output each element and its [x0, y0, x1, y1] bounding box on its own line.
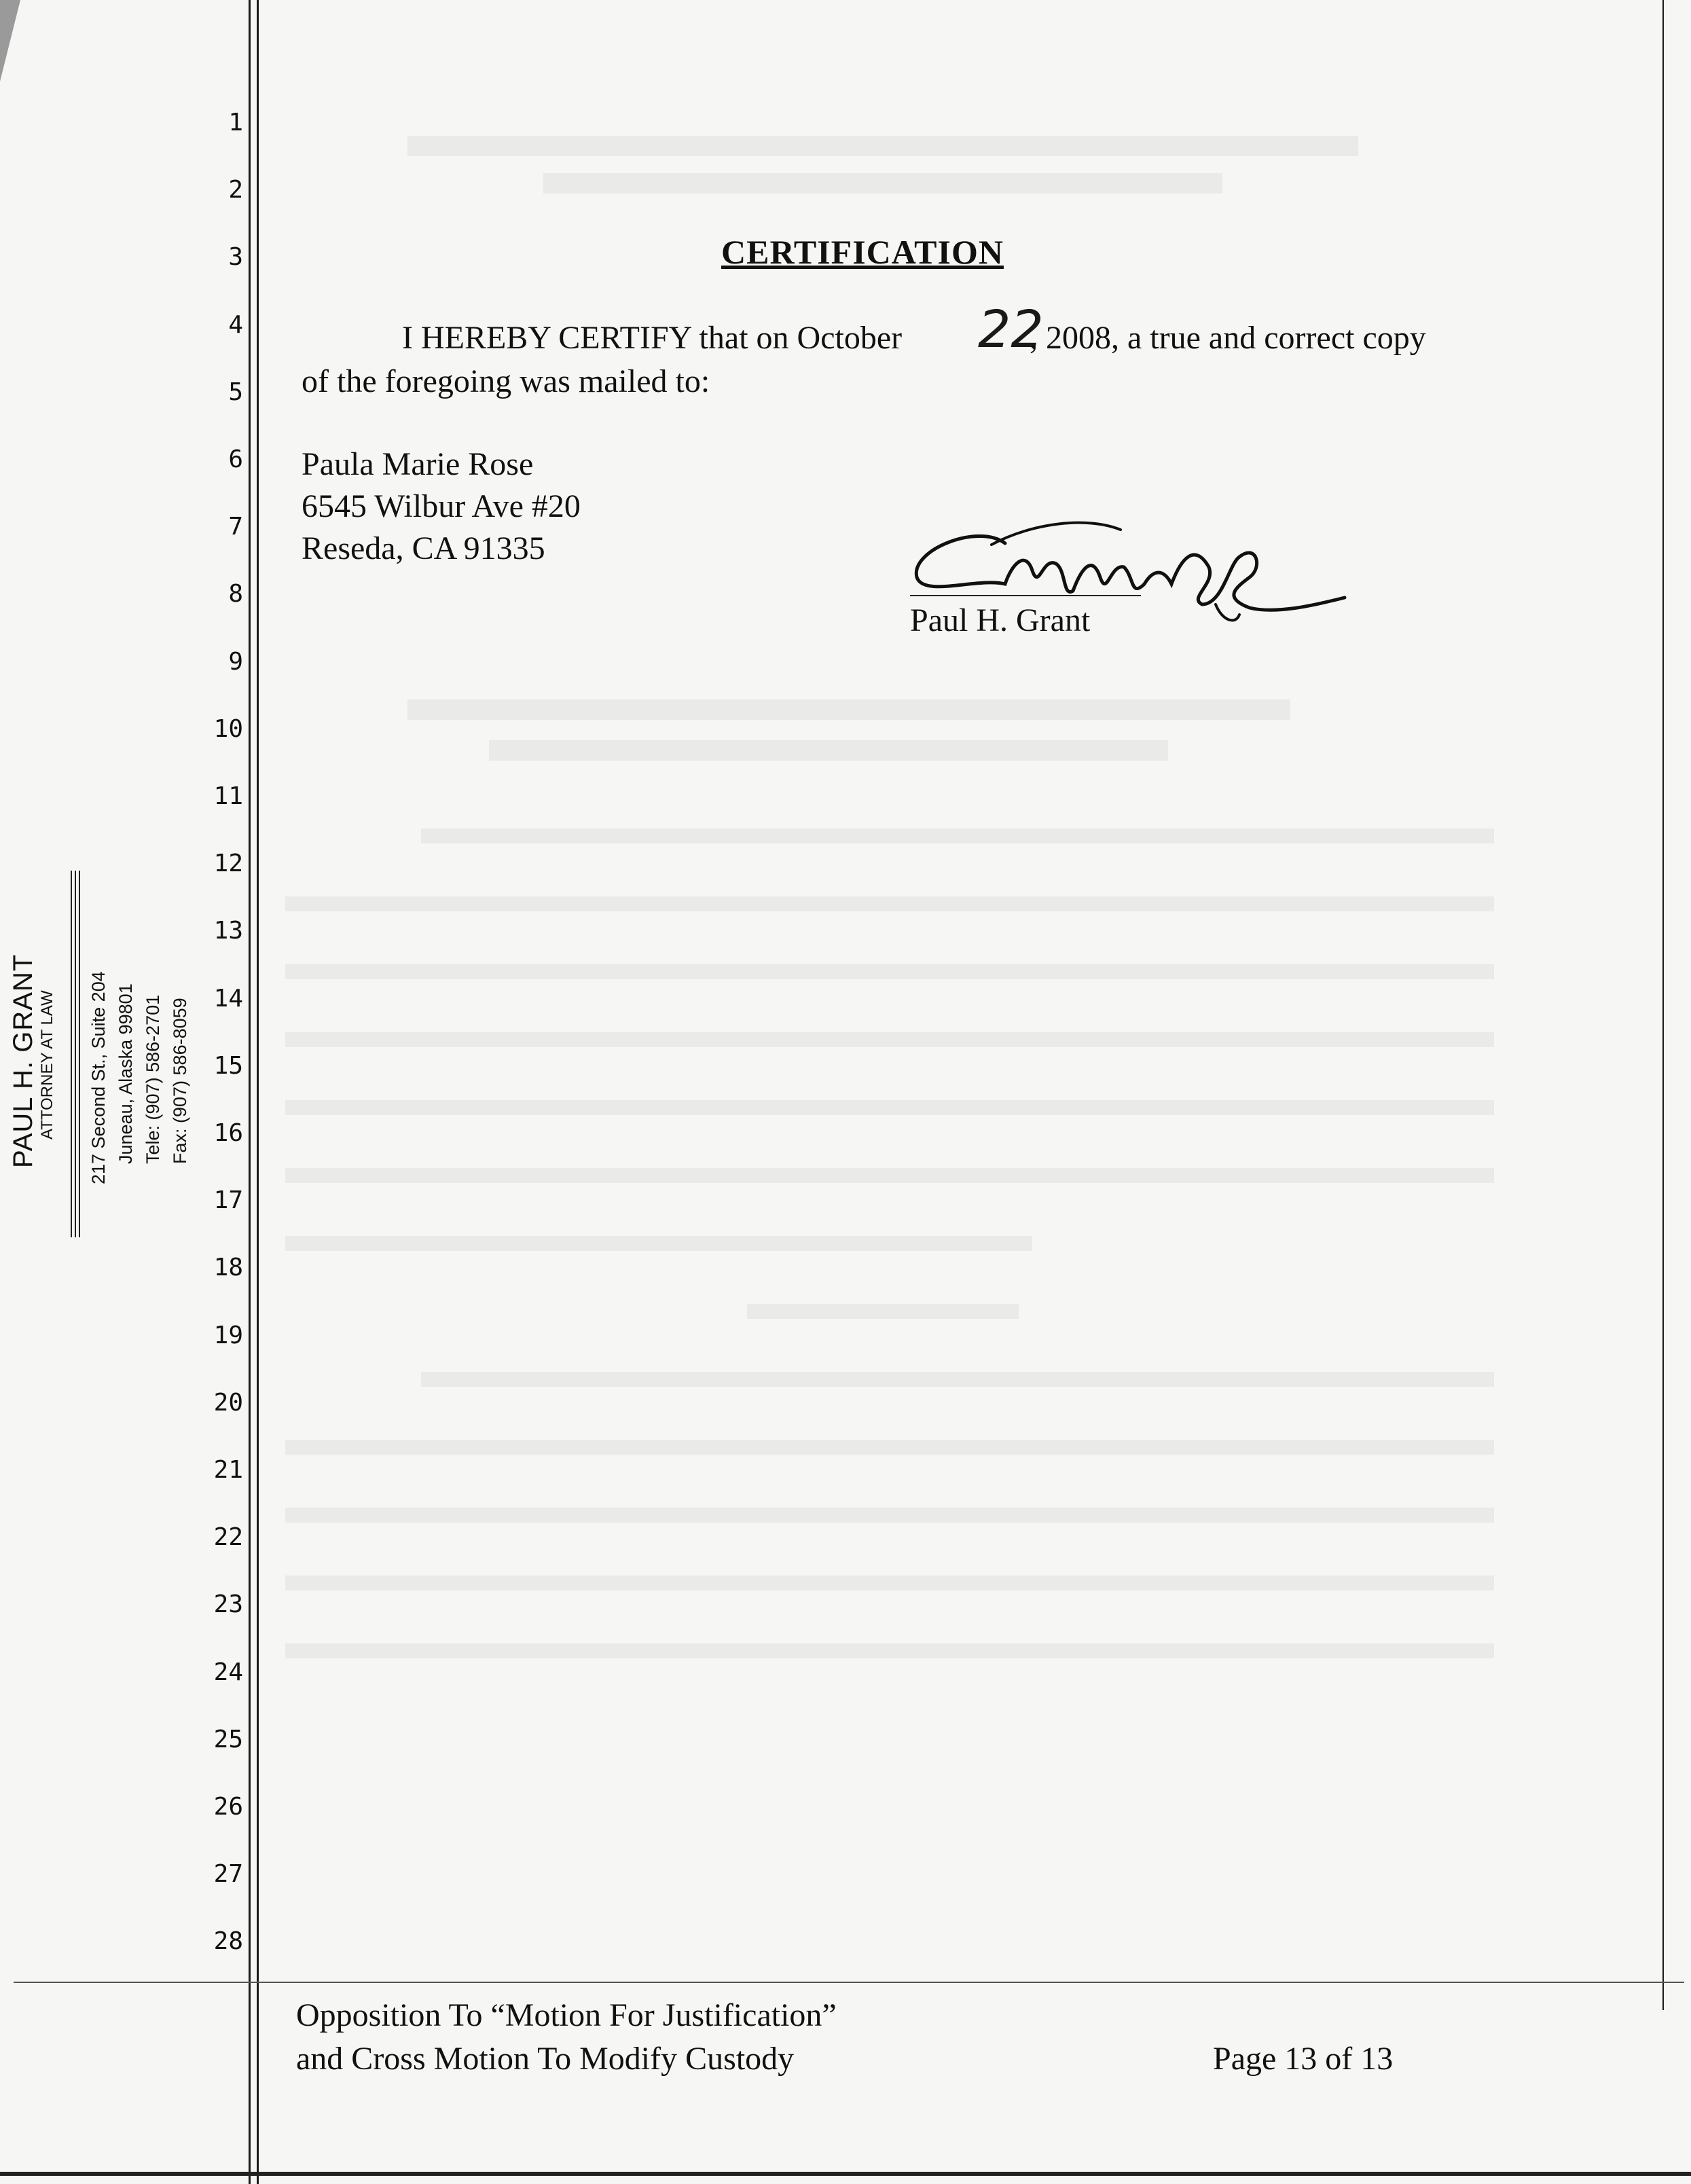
sidebar-rule-2	[75, 871, 76, 1237]
certification-heading: CERTIFICATION	[721, 233, 1004, 271]
recipient-street: 6545 Wilbur Ave #20	[302, 488, 581, 524]
firm-title: ATTORNEY AT LAW	[38, 990, 56, 1140]
folded-corner	[0, 0, 20, 81]
line-number: 6	[228, 445, 243, 473]
signature-line	[910, 595, 1141, 596]
footer-title-line2: and Cross Motion To Modify Custody	[296, 2041, 795, 2077]
handwritten-date	[978, 299, 1044, 359]
line-number: 14	[213, 984, 243, 1013]
footer-rule-top	[14, 1982, 1684, 1983]
signer-name: Paul H. Grant	[910, 602, 1091, 638]
line-number: 17	[213, 1186, 243, 1215]
recipient-name: Paula Marie Rose	[302, 446, 534, 482]
line-number: 12	[213, 850, 243, 878]
firm-phone: Tele: (907) 586-2701	[143, 994, 163, 1164]
line-number: 27	[213, 1860, 243, 1889]
line-number: 26	[213, 1793, 243, 1821]
line-number: 8	[228, 580, 243, 608]
firm-address-line1: 217 Second St., Suite 204	[88, 971, 109, 1184]
line-number: 5	[228, 378, 243, 406]
line-number: 3	[228, 243, 243, 272]
bleed-through-shading	[285, 136, 1508, 1901]
line-number: 22	[213, 1523, 243, 1552]
margin-rule-left-2	[257, 0, 259, 2184]
certify-statement-lead: I HEREBY CERTIFY that on October	[402, 320, 903, 356]
firm-address-block	[80, 924, 196, 1195]
line-number: 7	[228, 513, 243, 541]
line-number: 13	[213, 917, 243, 945]
line-number: 21	[213, 1456, 243, 1484]
sidebar-rule-1	[71, 871, 72, 1237]
certify-statement-line2: of the foregoing was mailed to:	[302, 363, 710, 399]
firm-sidebar	[0, 953, 81, 1182]
certify-statement-trail: , 2008, a true and correct copy	[1030, 320, 1426, 356]
line-number: 1	[228, 109, 243, 136]
page-number: Page 13 of 13	[1213, 2041, 1394, 2077]
line-number: 20	[213, 1388, 243, 1417]
margin-rule-left-1	[249, 0, 251, 2184]
line-number: 15	[213, 1051, 243, 1080]
line-number: 28	[213, 1927, 243, 1956]
line-number: 23	[213, 1590, 243, 1619]
line-number: 10	[213, 714, 243, 743]
line-number: 11	[213, 782, 243, 810]
handwritten-date-text: 22	[978, 299, 1044, 359]
firm-address-line2: Juneau, Alaska 99801	[115, 983, 136, 1164]
firm-name: PAUL H. GRANT	[8, 953, 38, 1168]
line-number: 9	[228, 647, 243, 676]
line-number: 18	[213, 1254, 243, 1282]
line-number: 16	[213, 1119, 243, 1147]
page-bottom-edge	[0, 2172, 1691, 2176]
line-number: 2	[228, 176, 243, 204]
firm-fax: Fax: (907) 586-8059	[170, 998, 190, 1164]
footer-title-line1: Opposition To “Motion For Justification”	[296, 1997, 837, 2033]
line-number: 25	[213, 1725, 243, 1753]
recipient-city: Reseda, CA 91335	[302, 530, 545, 566]
line-number: 4	[228, 310, 243, 339]
line-number: 24	[213, 1658, 243, 1686]
margin-rule-right	[1662, 0, 1664, 2010]
line-number: 19	[213, 1321, 243, 1349]
